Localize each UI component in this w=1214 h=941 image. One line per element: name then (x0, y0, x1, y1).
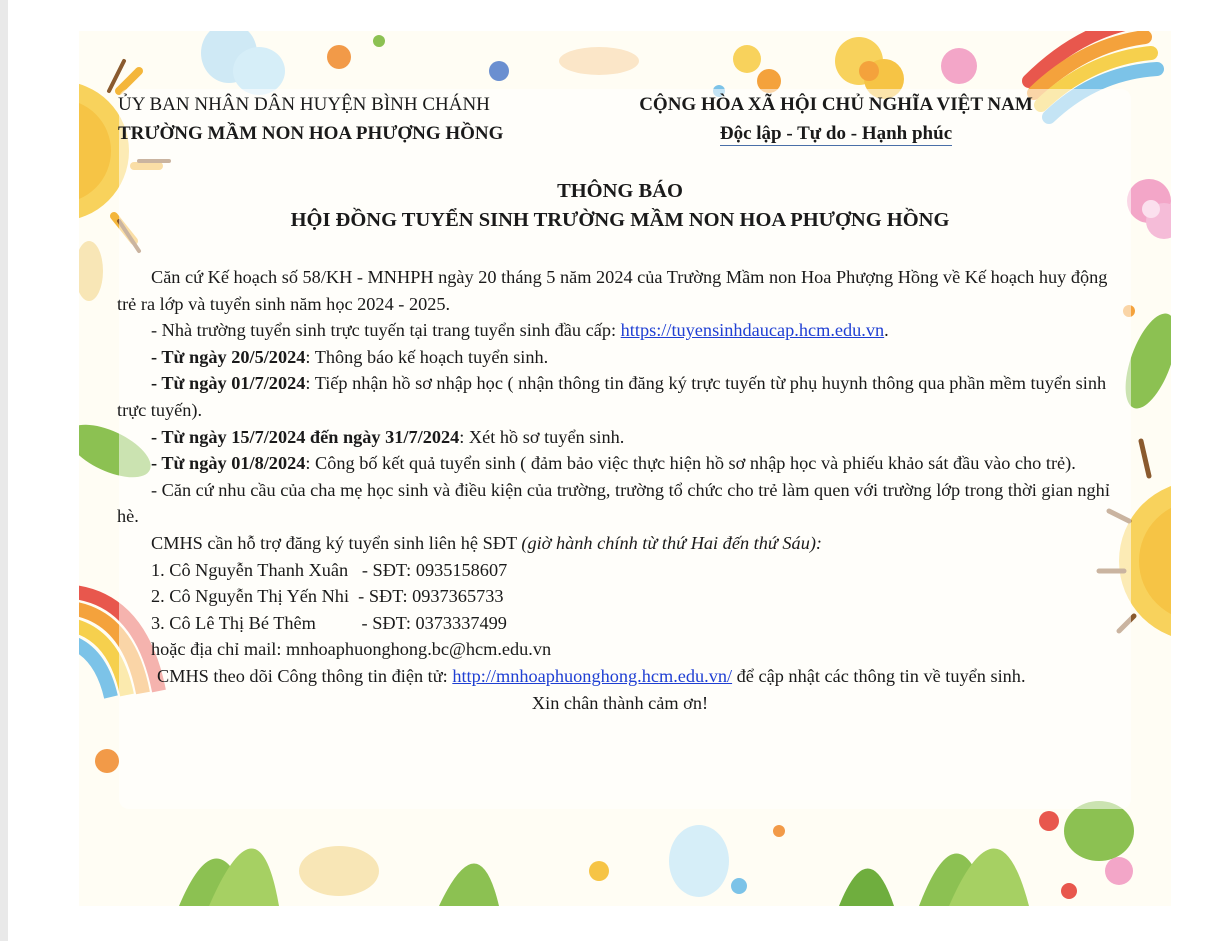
portal-line (117, 663, 1123, 690)
issuer-header (118, 90, 503, 148)
schedule-date-1: - Từ ngày 20/5/2024 (151, 346, 306, 367)
school-portal-link[interactable]: http://mnhoaphuonghong.hcm.edu.vn/ (452, 665, 733, 686)
national-motto-wrap (608, 119, 1064, 148)
national-title: CỘNG HÒA XÃ HỘI CHỦ NGHĨA VIỆT NAM (639, 94, 1033, 115)
closing-thanks: Xin chân thành cảm ơn! (531, 692, 709, 713)
online-registration-line (117, 317, 1123, 344)
national-header (608, 90, 1064, 148)
support-text: CMHS cần hỗ trợ đăng ký tuyển sinh liên hệ SĐT (151, 532, 522, 553)
registration-portal-link[interactable]: https://tuyensinhdaucap.hcm.edu.vn (620, 320, 885, 341)
schedule-date-4: - Từ ngày 01/8/2024 (151, 453, 306, 474)
schedule-text-3: : Xét hồ sơ tuyển sinh. (459, 426, 625, 447)
national-motto: Độc lập - Tự do - Hạnh phúc (719, 123, 953, 144)
schedule-text-1: : Thông báo kế hoạch tuyển sinh. (305, 346, 549, 367)
notice-body (117, 264, 1123, 716)
portal-suffix: để cập nhật các thông tin về tuyển sinh. (732, 665, 1026, 686)
schedule-item-2 (117, 370, 1123, 423)
notice-subtitle: HỘI ĐỒNG TUYỂN SINH TRƯỜNG MẦM NON HOA PHƯỢNG HỒNG (290, 209, 950, 231)
contact-3: 3. Cô Lê Thị Bé Thêm - SĐT: 0373337499 (151, 612, 507, 633)
schedule-item-1 (117, 344, 1123, 371)
online-registration-suffix: . (884, 320, 889, 341)
intro-paragraph: Căn cứ Kế hoạch số 58/KH - MNHPH ngày 20 tháng 5 năm 2024 của Trường Mầm non Hoa Phượng Hồng về Kế hoạch huy động trẻ ra lớp và tuyển sinh năm học 2024 - 2025. (117, 267, 1108, 314)
viewer-left-edge (0, 0, 8, 941)
schedule-item-3 (117, 424, 1123, 451)
support-hours: (giờ hành chính từ thứ Hai đến thứ Sáu): (521, 532, 823, 553)
issuer-school (118, 119, 503, 148)
support-line (117, 530, 1123, 557)
schedule-text-4: : Công bố kết quả tuyển sinh ( đảm bảo việc thực hiện hồ sơ nhập học và phiếu khảo sát đầu vào cho trẻ). (305, 453, 1076, 474)
schedule-text-2: : Tiếp nhận hồ sơ nhập học ( nhận thông tin đăng ký trực tuyến từ phụ huynh thông qua phần mềm tuyển sinh trực tuyến). (117, 373, 1107, 420)
notice-title: THÔNG BÁO (557, 180, 683, 202)
schedule-date-3: - Từ ngày 15/7/2024 đến ngày 31/7/2024 (151, 426, 460, 447)
issuer-school-name: TRƯỜNG MẦM NON HOA PHƯỢNG HỒNG (118, 123, 504, 144)
schedule-date-2: - Từ ngày 01/7/2024 (151, 373, 306, 394)
summer-orientation-item: - Căn cứ nhu cầu của cha mẹ học sinh và điều kiện của trường, trường tổ chức cho trẻ làm quen với trường lớp trong thời gian nghỉ hè. (117, 479, 1110, 527)
contact-email: hoặc địa chỉ mail: mnhoaphuonghong.bc@hcm.edu.vn (151, 639, 552, 660)
plants-bottom (179, 801, 1134, 906)
schedule-item-4 (117, 450, 1123, 477)
issuer-authority: ỦY BAN NHÂN DÂN HUYỆN BÌNH CHÁNH (118, 94, 490, 115)
contact-1: 1. Cô Nguyễn Thanh Xuân - SĐT: 0935158607 (151, 559, 508, 580)
contact-2: 2. Cô Nguyễn Thị Yến Nhi - SĐT: 0937365733 (151, 586, 504, 607)
online-registration-text: - Nhà trường tuyển sinh trực tuyến tại trang tuyển sinh đầu cấp: (151, 320, 621, 341)
portal-text: CMHS theo dõi Công thông tin điện tử: (157, 665, 453, 686)
